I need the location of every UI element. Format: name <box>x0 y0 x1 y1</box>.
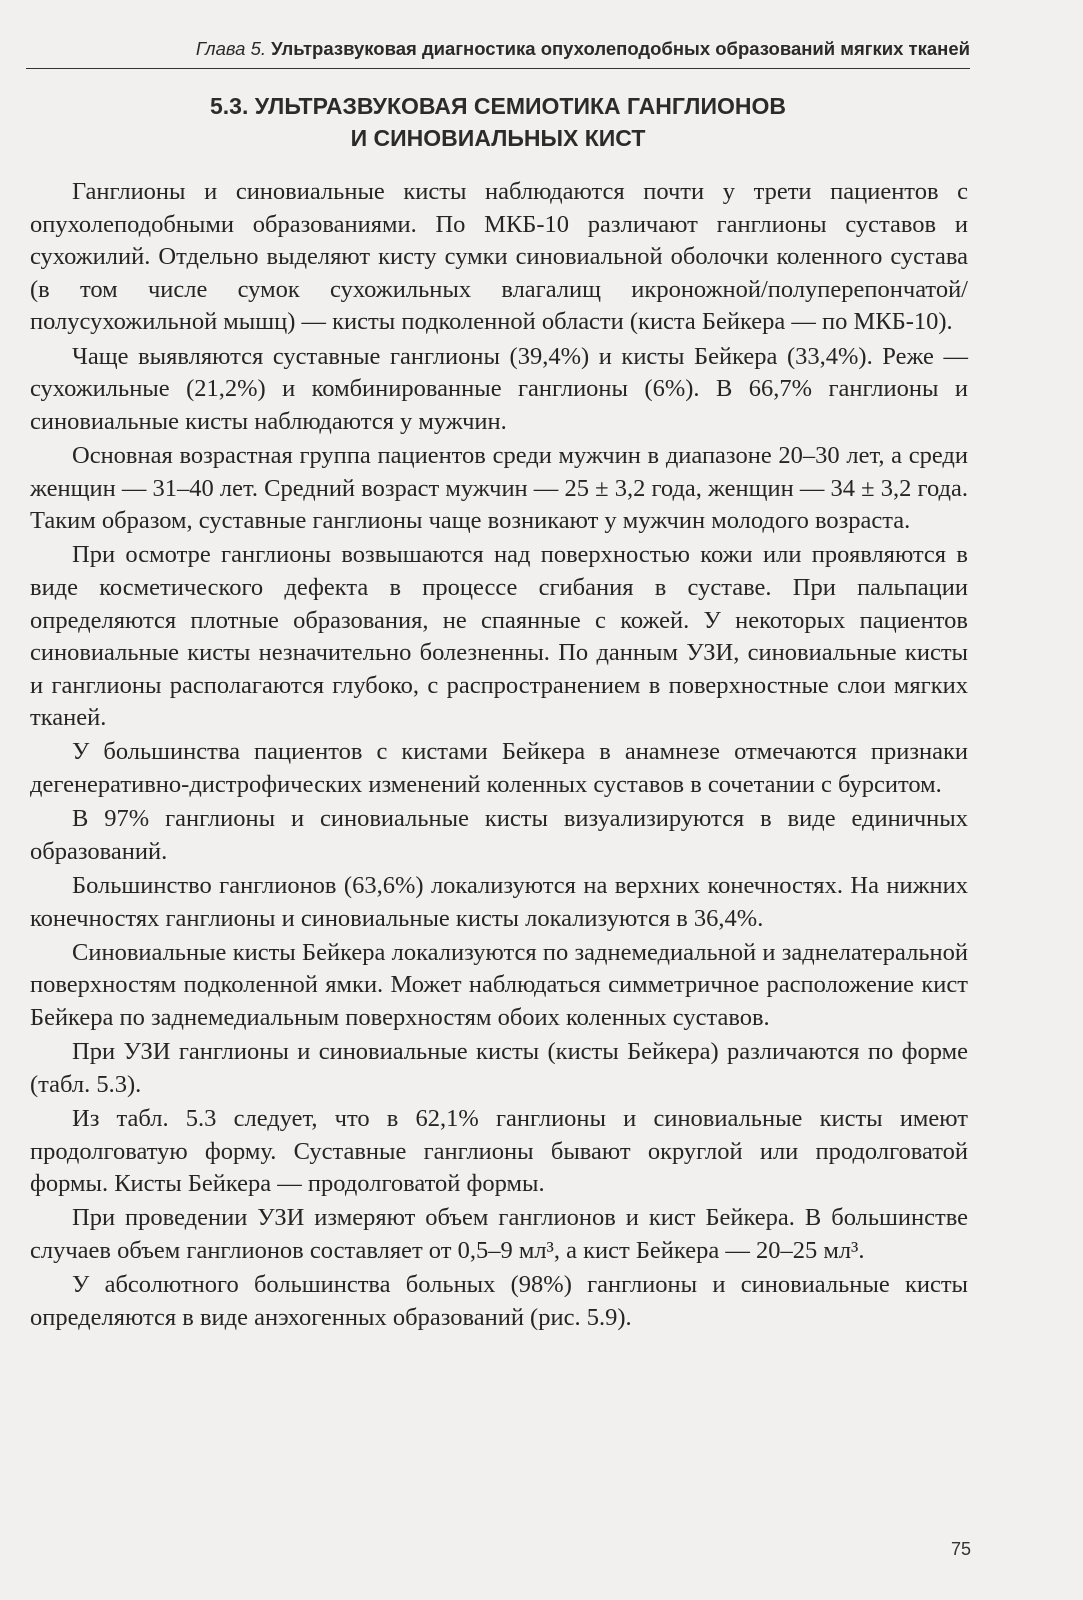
section-title-line-2: И СИНОВИАЛЬНЫХ КИСТ <box>350 125 646 151</box>
paragraph: Синовиальные кисты Бейкера локализуются по заднемедиальной и заднелатеральной поверхностям подколенной ямки. Может наблюдаться симметричное расположение кист Бейкера по заднемедиальным поверхностям обоих коленных суставов. <box>30 938 968 1031</box>
chapter-title: Ультразвуковая диагностика опухолеподобных образований мягких тканей <box>271 38 970 59</box>
running-header <box>26 38 970 60</box>
paragraph: Ганглионы и синовиальные кисты наблюдаются почти у трети пациентов с опухолеподобными образованиями. По МКБ-10 различают ганглионы суставов и сухожилий. Отдельно выделяют кисту сумки синовиальной оболочки коленного сустава (в том числе сумок сухожильных влагалищ икроножной/полуперепончатой/полусухожильной мышц) — кисты подколенной области (киста Бейкера — по МКБ-10). <box>30 178 968 336</box>
body-text <box>30 176 968 1336</box>
chapter-label: Глава 5. <box>195 38 267 59</box>
paragraph: Большинство ганглионов (63,6%) локализуются на верхних конечностях. На нижних конечностях ганглионы и синовиальные кисты локализуются в 36,4%. <box>30 872 968 932</box>
page-number: 75 <box>950 1539 971 1559</box>
section-title <box>26 90 970 154</box>
paragraph: При УЗИ ганглионы и синовиальные кисты (кисты Бейкера) различаются по форме (табл. 5.3). <box>30 1038 968 1098</box>
paragraph: При осмотре ганглионы возвышаются над поверхностью кожи или проявляются в виде косметического дефекта в процессе сгибания в суставе. При пальпации определяются плотные образования, не спаянные с кожей. У некоторых пациентов синовиальные кисты незначительно болезненны. По данным УЗИ, синовиальные кисты и ганглионы располагаются глубоко, с распространением в поверхностные слои мягких тканей. <box>30 541 968 732</box>
section-title-line-1: 5.3. УЛЬТРАЗВУКОВАЯ СЕМИОТИКА ГАНГЛИОНОВ <box>210 93 786 119</box>
header-rule <box>26 68 970 69</box>
paragraph: У абсолютного большинства больных (98%) ганглионы и синовиальные кисты определяются в виде анэхогенных образований (рис. 5.9). <box>30 1271 968 1331</box>
paragraph: Из табл. 5.3 следует, что в 62,1% ганглионы и синовиальные кисты имеют продолговатую форму. Суставные ганглионы бывают округлой или продолговатой формы. Кисты Бейкера — продолговатой формы. <box>30 1104 968 1198</box>
paragraph: При проведении УЗИ измеряют объем ганглионов и кист Бейкера. В большинстве случаев объем ганглионов составляет от 0,5–9 мл³, а кист Бейкера — 20–25 мл³. <box>30 1204 968 1264</box>
paragraph: Основная возрастная группа пациентов среди мужчин в диапазоне 20–30 лет, а среди женщин — 31–40 лет. Средний возраст мужчин — 25 ± 3,2 года, женщин — 34 ± 3,2 года. Таким образом, суставные ганглионы чаще возникают у мужчин молодого возраста. <box>30 441 968 535</box>
paragraph: Чаще выявляются суставные ганглионы (39,4%) и кисты Бейкера (33,4%). Реже — сухожильные (21,2%) и комбинированные ганглионы (6%). В 66,7% ганглионы и синовиальные кисты наблюдаются у мужчин. <box>30 342 968 435</box>
paragraph: У большинства пациентов с кистами Бейкера в анамнезе отмечаются признаки дегенеративно-дистрофических изменений коленных суставов в сочетании с бурситом. <box>30 738 968 799</box>
paragraph: В 97% ганглионы и синовиальные кисты визуализируются в виде единичных образований. <box>30 805 968 865</box>
